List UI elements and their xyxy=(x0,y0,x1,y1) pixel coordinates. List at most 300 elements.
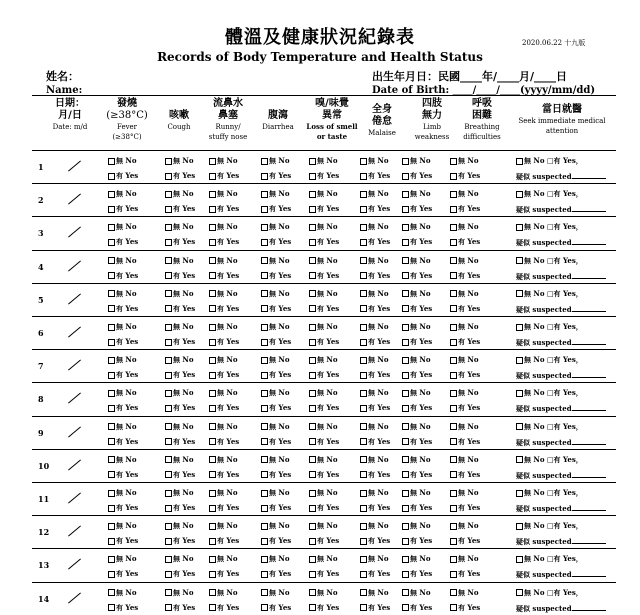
suspected-blank[interactable] xyxy=(572,437,606,445)
malaise-yes-option[interactable] xyxy=(360,271,390,280)
runny-nose-yes-option[interactable] xyxy=(209,271,239,280)
runny-nose-yes-option[interactable] xyxy=(209,437,239,446)
runny-nose-no-option[interactable] xyxy=(209,189,238,198)
checkbox-icon[interactable] xyxy=(402,290,409,297)
checkbox-icon[interactable] xyxy=(209,523,216,530)
fever-no-option[interactable] xyxy=(108,322,137,331)
cough-no-option[interactable] xyxy=(165,222,194,231)
checkbox-icon[interactable] xyxy=(165,206,172,213)
smell-taste-yes-option[interactable] xyxy=(309,470,339,479)
cough-yes-option[interactable] xyxy=(165,536,195,545)
checkbox-icon[interactable] xyxy=(309,191,316,198)
limb-weakness-no-option[interactable] xyxy=(402,521,431,530)
malaise-yes-option[interactable] xyxy=(360,503,390,512)
suspected-field[interactable] xyxy=(516,304,606,314)
checkbox-icon[interactable] xyxy=(261,490,268,497)
checkbox-icon[interactable] xyxy=(450,604,457,611)
suspected-blank[interactable] xyxy=(572,403,606,411)
smell-taste-yes-option[interactable] xyxy=(309,204,339,213)
smell-taste-no-option[interactable] xyxy=(309,588,338,597)
checkbox-icon[interactable] xyxy=(360,423,367,430)
checkbox-icon[interactable] xyxy=(165,390,172,397)
fever-no-option[interactable] xyxy=(108,256,137,265)
checkbox-icon[interactable] xyxy=(402,239,409,246)
checkbox-icon[interactable] xyxy=(165,339,172,346)
date-field[interactable] xyxy=(74,523,75,541)
checkbox-icon[interactable] xyxy=(402,604,409,611)
seek-medical-option[interactable] xyxy=(516,289,583,298)
checkbox-icon[interactable] xyxy=(450,390,457,397)
checkbox-icon[interactable] xyxy=(165,239,172,246)
checkbox-icon[interactable] xyxy=(450,490,457,497)
checkbox-icon[interactable] xyxy=(309,257,316,264)
checkbox-icon[interactable] xyxy=(108,538,115,545)
checkbox-icon[interactable] xyxy=(108,257,115,264)
cough-no-option[interactable] xyxy=(165,322,194,331)
diarrhea-no-option[interactable] xyxy=(261,488,290,497)
checkbox-icon[interactable] xyxy=(261,405,268,412)
diarrhea-no-option[interactable] xyxy=(261,189,290,198)
limb-weakness-yes-option[interactable] xyxy=(402,403,432,412)
malaise-no-option[interactable] xyxy=(360,289,389,298)
checkbox-icon[interactable] xyxy=(261,538,268,545)
date-field[interactable] xyxy=(74,424,75,442)
diarrhea-no-option[interactable] xyxy=(261,289,290,298)
checkbox-icon[interactable] xyxy=(108,290,115,297)
runny-nose-no-option[interactable] xyxy=(209,521,238,530)
fever-no-option[interactable] xyxy=(108,488,137,497)
date-field[interactable] xyxy=(74,324,75,342)
checkbox-icon[interactable] xyxy=(261,290,268,297)
malaise-yes-option[interactable] xyxy=(360,403,390,412)
cough-yes-option[interactable] xyxy=(165,437,195,446)
checkbox-icon[interactable] xyxy=(309,505,316,512)
checkbox-icon[interactable] xyxy=(209,571,216,578)
diarrhea-yes-option[interactable] xyxy=(261,237,291,246)
checkbox-icon[interactable] xyxy=(165,589,172,596)
checkbox-icon[interactable] xyxy=(261,471,268,478)
checkbox-icon[interactable] xyxy=(108,206,115,213)
date-field[interactable] xyxy=(74,457,75,475)
suspected-field[interactable] xyxy=(516,603,606,613)
checkbox-icon[interactable] xyxy=(402,405,409,412)
malaise-no-option[interactable] xyxy=(360,256,389,265)
suspected-blank[interactable] xyxy=(572,470,606,478)
cough-yes-option[interactable] xyxy=(165,337,195,346)
fever-yes-option[interactable] xyxy=(108,536,138,545)
fever-yes-option[interactable] xyxy=(108,437,138,446)
checkbox-icon[interactable] xyxy=(450,357,457,364)
limb-weakness-yes-option[interactable] xyxy=(402,171,432,180)
smell-taste-yes-option[interactable] xyxy=(309,503,339,512)
malaise-yes-option[interactable] xyxy=(360,204,390,213)
seek-medical-option[interactable] xyxy=(516,521,583,530)
checkbox-icon[interactable] xyxy=(165,438,172,445)
checkbox-icon[interactable] xyxy=(360,324,367,331)
checkbox-icon[interactable] xyxy=(450,538,457,545)
checkbox-icon[interactable] xyxy=(165,405,172,412)
checkbox-icon[interactable] xyxy=(309,604,316,611)
limb-weakness-yes-option[interactable] xyxy=(402,503,432,512)
checkbox-icon[interactable] xyxy=(209,556,216,563)
cough-yes-option[interactable] xyxy=(165,569,195,578)
checkbox-icon[interactable] xyxy=(402,372,409,379)
suspected-field[interactable] xyxy=(516,569,606,579)
checkbox-icon[interactable] xyxy=(402,324,409,331)
checkbox-icon[interactable] xyxy=(402,305,409,312)
checkbox-icon[interactable] xyxy=(261,272,268,279)
suspected-blank[interactable] xyxy=(572,569,606,577)
limb-weakness-no-option[interactable] xyxy=(402,256,431,265)
malaise-yes-option[interactable] xyxy=(360,337,390,346)
checkbox-icon[interactable] xyxy=(450,224,457,231)
runny-nose-no-option[interactable] xyxy=(209,222,238,231)
cough-yes-option[interactable] xyxy=(165,271,195,280)
checkbox-icon[interactable] xyxy=(209,290,216,297)
diarrhea-no-option[interactable] xyxy=(261,388,290,397)
suspected-blank[interactable] xyxy=(572,304,606,312)
fever-no-option[interactable] xyxy=(108,554,137,563)
diarrhea-no-option[interactable] xyxy=(261,222,290,231)
date-field[interactable] xyxy=(74,291,75,309)
suspected-blank[interactable] xyxy=(572,337,606,345)
date-field[interactable] xyxy=(74,158,75,176)
checkbox-icon[interactable] xyxy=(309,538,316,545)
checkbox-icon[interactable] xyxy=(360,523,367,530)
diarrhea-yes-option[interactable] xyxy=(261,403,291,412)
checkbox-icon[interactable] xyxy=(209,272,216,279)
checkbox-icon[interactable] xyxy=(165,357,172,364)
checkbox-icon[interactable] xyxy=(209,324,216,331)
smell-taste-yes-option[interactable] xyxy=(309,337,339,346)
checkbox-icon[interactable] xyxy=(309,372,316,379)
breathing-yes-option[interactable] xyxy=(450,603,480,612)
checkbox-icon[interactable] xyxy=(402,538,409,545)
seek-medical-option[interactable] xyxy=(516,455,583,464)
cough-no-option[interactable] xyxy=(165,156,194,165)
checkbox-icon[interactable] xyxy=(360,556,367,563)
checkbox-icon[interactable] xyxy=(360,305,367,312)
limb-weakness-yes-option[interactable] xyxy=(402,337,432,346)
breathing-yes-option[interactable] xyxy=(450,337,480,346)
fever-no-option[interactable] xyxy=(108,455,137,464)
fever-no-option[interactable] xyxy=(108,355,137,364)
checkbox-icon[interactable] xyxy=(165,423,172,430)
suspected-field[interactable] xyxy=(516,403,606,413)
checkbox-icon[interactable] xyxy=(108,272,115,279)
checkbox-icon[interactable] xyxy=(209,305,216,312)
fever-no-option[interactable] xyxy=(108,156,137,165)
limb-weakness-yes-option[interactable] xyxy=(402,603,432,612)
checkbox-icon[interactable] xyxy=(360,158,367,165)
runny-nose-yes-option[interactable] xyxy=(209,204,239,213)
checkbox-icon[interactable] xyxy=(261,505,268,512)
checkbox-icon[interactable] xyxy=(450,191,457,198)
checkbox-icon[interactable] xyxy=(165,604,172,611)
limb-weakness-yes-option[interactable] xyxy=(402,204,432,213)
malaise-no-option[interactable] xyxy=(360,588,389,597)
breathing-no-option[interactable] xyxy=(450,422,479,431)
checkbox-icon[interactable] xyxy=(261,239,268,246)
breathing-yes-option[interactable] xyxy=(450,237,480,246)
checkbox-icon[interactable] xyxy=(360,372,367,379)
cough-no-option[interactable] xyxy=(165,388,194,397)
smell-taste-yes-option[interactable] xyxy=(309,171,339,180)
checkbox-icon[interactable] xyxy=(309,173,316,180)
checkbox-icon[interactable] xyxy=(402,571,409,578)
checkbox-icon[interactable] xyxy=(261,556,268,563)
checkbox-icon[interactable] xyxy=(516,290,523,297)
malaise-no-option[interactable] xyxy=(360,322,389,331)
checkbox-icon[interactable] xyxy=(261,191,268,198)
suspected-blank[interactable] xyxy=(572,271,606,279)
checkbox-icon[interactable] xyxy=(516,456,523,463)
fever-no-option[interactable] xyxy=(108,422,137,431)
checkbox-icon[interactable] xyxy=(261,206,268,213)
seek-medical-option[interactable] xyxy=(516,488,583,497)
diarrhea-yes-option[interactable] xyxy=(261,370,291,379)
smell-taste-no-option[interactable] xyxy=(309,322,338,331)
seek-medical-option[interactable] xyxy=(516,256,583,265)
checkbox-icon[interactable] xyxy=(360,571,367,578)
checkbox-icon[interactable] xyxy=(309,556,316,563)
runny-nose-yes-option[interactable] xyxy=(209,569,239,578)
runny-nose-no-option[interactable] xyxy=(209,256,238,265)
cough-no-option[interactable] xyxy=(165,256,194,265)
suspected-field[interactable] xyxy=(516,171,606,181)
runny-nose-yes-option[interactable] xyxy=(209,304,239,313)
limb-weakness-no-option[interactable] xyxy=(402,222,431,231)
smell-taste-yes-option[interactable] xyxy=(309,403,339,412)
diarrhea-yes-option[interactable] xyxy=(261,569,291,578)
checkbox-icon[interactable] xyxy=(209,438,216,445)
fever-yes-option[interactable] xyxy=(108,337,138,346)
limb-weakness-yes-option[interactable] xyxy=(402,470,432,479)
checkbox-icon[interactable] xyxy=(261,257,268,264)
checkbox-icon[interactable] xyxy=(402,438,409,445)
fever-no-option[interactable] xyxy=(108,222,137,231)
runny-nose-yes-option[interactable] xyxy=(209,470,239,479)
checkbox-icon[interactable] xyxy=(108,423,115,430)
checkbox-icon[interactable] xyxy=(450,372,457,379)
breathing-yes-option[interactable] xyxy=(450,470,480,479)
diarrhea-yes-option[interactable] xyxy=(261,271,291,280)
checkbox-icon[interactable] xyxy=(450,505,457,512)
limb-weakness-yes-option[interactable] xyxy=(402,237,432,246)
checkbox-icon[interactable] xyxy=(209,423,216,430)
limb-weakness-no-option[interactable] xyxy=(402,355,431,364)
malaise-yes-option[interactable] xyxy=(360,536,390,545)
cough-no-option[interactable] xyxy=(165,588,194,597)
breathing-yes-option[interactable] xyxy=(450,403,480,412)
suspected-field[interactable] xyxy=(516,204,606,214)
checkbox-icon[interactable] xyxy=(309,272,316,279)
diarrhea-yes-option[interactable] xyxy=(261,470,291,479)
checkbox-icon[interactable] xyxy=(108,405,115,412)
fever-yes-option[interactable] xyxy=(108,237,138,246)
checkbox-icon[interactable] xyxy=(209,471,216,478)
breathing-yes-option[interactable] xyxy=(450,271,480,280)
checkbox-icon[interactable] xyxy=(165,290,172,297)
checkbox-icon[interactable] xyxy=(360,405,367,412)
checkbox-icon[interactable] xyxy=(309,324,316,331)
seek-medical-option[interactable] xyxy=(516,422,583,431)
malaise-no-option[interactable] xyxy=(360,189,389,198)
checkbox-icon[interactable] xyxy=(309,456,316,463)
diarrhea-yes-option[interactable] xyxy=(261,304,291,313)
runny-nose-yes-option[interactable] xyxy=(209,603,239,612)
limb-weakness-yes-option[interactable] xyxy=(402,304,432,313)
checkbox-icon[interactable] xyxy=(309,305,316,312)
checkbox-icon[interactable] xyxy=(108,372,115,379)
diarrhea-yes-option[interactable] xyxy=(261,171,291,180)
smell-taste-no-option[interactable] xyxy=(309,156,338,165)
checkbox-icon[interactable] xyxy=(450,272,457,279)
breathing-yes-option[interactable] xyxy=(450,536,480,545)
checkbox-icon[interactable] xyxy=(309,523,316,530)
checkbox-icon[interactable] xyxy=(108,571,115,578)
checkbox-icon[interactable] xyxy=(209,405,216,412)
checkbox-icon[interactable] xyxy=(360,339,367,346)
breathing-no-option[interactable] xyxy=(450,256,479,265)
checkbox-icon[interactable] xyxy=(261,523,268,530)
runny-nose-no-option[interactable] xyxy=(209,322,238,331)
checkbox-icon[interactable] xyxy=(516,357,523,364)
suspected-field[interactable] xyxy=(516,536,606,546)
limb-weakness-yes-option[interactable] xyxy=(402,536,432,545)
suspected-field[interactable] xyxy=(516,237,606,247)
checkbox-icon[interactable] xyxy=(360,272,367,279)
checkbox-icon[interactable] xyxy=(450,556,457,563)
checkbox-icon[interactable] xyxy=(360,257,367,264)
checkbox-icon[interactable] xyxy=(360,173,367,180)
checkbox-icon[interactable] xyxy=(309,423,316,430)
breathing-no-option[interactable] xyxy=(450,455,479,464)
cough-yes-option[interactable] xyxy=(165,204,195,213)
limb-weakness-no-option[interactable] xyxy=(402,554,431,563)
checkbox-icon[interactable] xyxy=(108,589,115,596)
seek-medical-option[interactable] xyxy=(516,554,583,563)
breathing-no-option[interactable] xyxy=(450,189,479,198)
date-field[interactable] xyxy=(74,357,75,375)
checkbox-icon[interactable] xyxy=(360,538,367,545)
checkbox-icon[interactable] xyxy=(209,191,216,198)
checkbox-icon[interactable] xyxy=(309,390,316,397)
checkbox-icon[interactable] xyxy=(516,191,523,198)
checkbox-icon[interactable] xyxy=(209,589,216,596)
checkbox-icon[interactable] xyxy=(516,324,523,331)
runny-nose-yes-option[interactable] xyxy=(209,171,239,180)
checkbox-icon[interactable] xyxy=(360,357,367,364)
checkbox-icon[interactable] xyxy=(360,505,367,512)
runny-nose-yes-option[interactable] xyxy=(209,237,239,246)
cough-yes-option[interactable] xyxy=(165,237,195,246)
checkbox-icon[interactable] xyxy=(402,158,409,165)
checkbox-icon[interactable] xyxy=(516,390,523,397)
checkbox-icon[interactable] xyxy=(209,505,216,512)
checkbox-icon[interactable] xyxy=(261,173,268,180)
suspected-blank[interactable] xyxy=(572,536,606,544)
diarrhea-no-option[interactable] xyxy=(261,422,290,431)
checkbox-icon[interactable] xyxy=(402,471,409,478)
date-field[interactable] xyxy=(74,191,75,209)
checkbox-icon[interactable] xyxy=(209,158,216,165)
checkbox-icon[interactable] xyxy=(516,423,523,430)
checkbox-icon[interactable] xyxy=(360,290,367,297)
checkbox-icon[interactable] xyxy=(360,604,367,611)
malaise-yes-option[interactable] xyxy=(360,470,390,479)
checkbox-icon[interactable] xyxy=(108,456,115,463)
checkbox-icon[interactable] xyxy=(450,206,457,213)
checkbox-icon[interactable] xyxy=(402,191,409,198)
checkbox-icon[interactable] xyxy=(402,423,409,430)
smell-taste-yes-option[interactable] xyxy=(309,536,339,545)
checkbox-icon[interactable] xyxy=(450,173,457,180)
fever-yes-option[interactable] xyxy=(108,271,138,280)
limb-weakness-no-option[interactable] xyxy=(402,488,431,497)
checkbox-icon[interactable] xyxy=(165,224,172,231)
runny-nose-no-option[interactable] xyxy=(209,355,238,364)
checkbox-icon[interactable] xyxy=(108,305,115,312)
malaise-yes-option[interactable] xyxy=(360,603,390,612)
diarrhea-no-option[interactable] xyxy=(261,521,290,530)
checkbox-icon[interactable] xyxy=(402,490,409,497)
cough-yes-option[interactable] xyxy=(165,403,195,412)
checkbox-icon[interactable] xyxy=(108,390,115,397)
date-field[interactable] xyxy=(74,224,75,242)
checkbox-icon[interactable] xyxy=(309,158,316,165)
diarrhea-no-option[interactable] xyxy=(261,322,290,331)
seek-medical-option[interactable] xyxy=(516,355,583,364)
smell-taste-no-option[interactable] xyxy=(309,256,338,265)
breathing-no-option[interactable] xyxy=(450,588,479,597)
limb-weakness-no-option[interactable] xyxy=(402,289,431,298)
diarrhea-yes-option[interactable] xyxy=(261,337,291,346)
checkbox-icon[interactable] xyxy=(360,490,367,497)
checkbox-icon[interactable] xyxy=(516,556,523,563)
checkbox-icon[interactable] xyxy=(360,390,367,397)
runny-nose-yes-option[interactable] xyxy=(209,403,239,412)
checkbox-icon[interactable] xyxy=(261,158,268,165)
checkbox-icon[interactable] xyxy=(261,604,268,611)
diarrhea-no-option[interactable] xyxy=(261,355,290,364)
suspected-field[interactable] xyxy=(516,470,606,480)
checkbox-icon[interactable] xyxy=(450,571,457,578)
seek-medical-option[interactable] xyxy=(516,588,583,597)
diarrhea-no-option[interactable] xyxy=(261,256,290,265)
checkbox-icon[interactable] xyxy=(108,239,115,246)
checkbox-icon[interactable] xyxy=(516,523,523,530)
smell-taste-yes-option[interactable] xyxy=(309,304,339,313)
checkbox-icon[interactable] xyxy=(108,505,115,512)
checkbox-icon[interactable] xyxy=(165,456,172,463)
checkbox-icon[interactable] xyxy=(402,173,409,180)
breathing-no-option[interactable] xyxy=(450,554,479,563)
suspected-blank[interactable] xyxy=(572,204,606,212)
fever-no-option[interactable] xyxy=(108,588,137,597)
checkbox-icon[interactable] xyxy=(261,438,268,445)
checkbox-icon[interactable] xyxy=(450,405,457,412)
suspected-blank[interactable] xyxy=(572,171,606,179)
smell-taste-no-option[interactable] xyxy=(309,388,338,397)
runny-nose-no-option[interactable] xyxy=(209,422,238,431)
limb-weakness-no-option[interactable] xyxy=(402,322,431,331)
checkbox-icon[interactable] xyxy=(165,173,172,180)
seek-medical-option[interactable] xyxy=(516,156,583,165)
checkbox-icon[interactable] xyxy=(165,571,172,578)
checkbox-icon[interactable] xyxy=(108,324,115,331)
checkbox-icon[interactable] xyxy=(309,405,316,412)
